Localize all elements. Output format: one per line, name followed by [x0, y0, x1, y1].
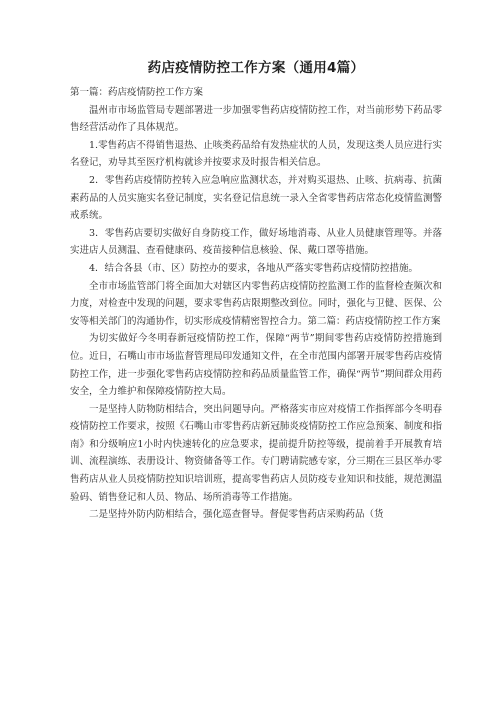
section-heading-1: 第一篇：药店疫情防控工作方案 — [70, 87, 204, 98]
paragraph: 为切实做好今冬明春新冠疫情防控工作，保障“两节”期间零售药店疫情防控措施到位。近日，石嘴山市市场监督管理局印发通知文件，在全市范围内部署开展零售药店疫情防控工作，进一步强化零售药店疫情防控和药品质量监管工作，确保“两节”期间群众用药安全，全力维护和保障疫情防控大局。 — [70, 333, 442, 398]
list-item-1: 1.零售药店不得销售退热、止咳类药品给有发热症状的人员，发现这类人员应进行实名登记，劝导其至医疗机构就诊并按要求及时报告相关信息。 — [70, 139, 442, 169]
paragraph: 温州市市场监管局专题部署进一步加强零售药店疫情防控工作，对当前形势下药品零售经营活动作了具体规范。 — [70, 104, 442, 134]
list-item-3: 3．零售药店要切实做好自身防疫工作，做好场地消毒、从业人员健康管理等。并落实进店人员测温、查看健康码、疫苗接种信息核验、保、戴口罩等措施。 — [70, 227, 442, 257]
paragraph: 一是坚持人防物防相结合，突出问题导向。严格落实市应对疫情工作指挥部今冬明春疫情防控工作要求，按照《石嘴山市零售药店新冠肺炎疫情防控工作应急预案、制度和指南》和分级响应1小时内快速转化的应急要求，提前提升防控等级，提前着手开展教育培训、流程演练、表册设计、物资储备等工作。专门聘请院感专家，分三期在三县区举办零售药店从业人员疫情防控知识培训班，提高零售药店人员防疫专业知识和技能，规范测温验码、销售登记和人员、物品、场所消毒等工作措施。 — [70, 403, 442, 503]
list-item-4: 4．结合各县（市、区）防控办的要求，各地从严落实零售药店疫情防控措施。 — [89, 262, 419, 274]
document-title: 药店疫情防控工作方案（通用4篇） — [147, 60, 365, 76]
paragraph: 二是坚持外防内防相结合，强化巡查督导。督促零售药店采购药品（货 — [89, 509, 384, 521]
paragraph: 全市市场监管部门将全面加大对辖区内零售药店疫情防控监测工作的监督检查频次和力度，对检查中发现的问题，要求零售药店限期整改到位。同时，强化与卫健、医保、公安等相关部门的沟通协作，切实形成疫情精密智控合力。第二篇：药店疫情防控工作方案 — [70, 280, 442, 327]
list-item-2: 2．零售药店疫情防控转入应急响应监测状态，并对购买退热、止咳、抗病毒、抗菌素药品的人员实施实名登记制度，实名登记信息统一录入全省零售药店常态化疫情监测警戒系统。 — [70, 174, 442, 222]
